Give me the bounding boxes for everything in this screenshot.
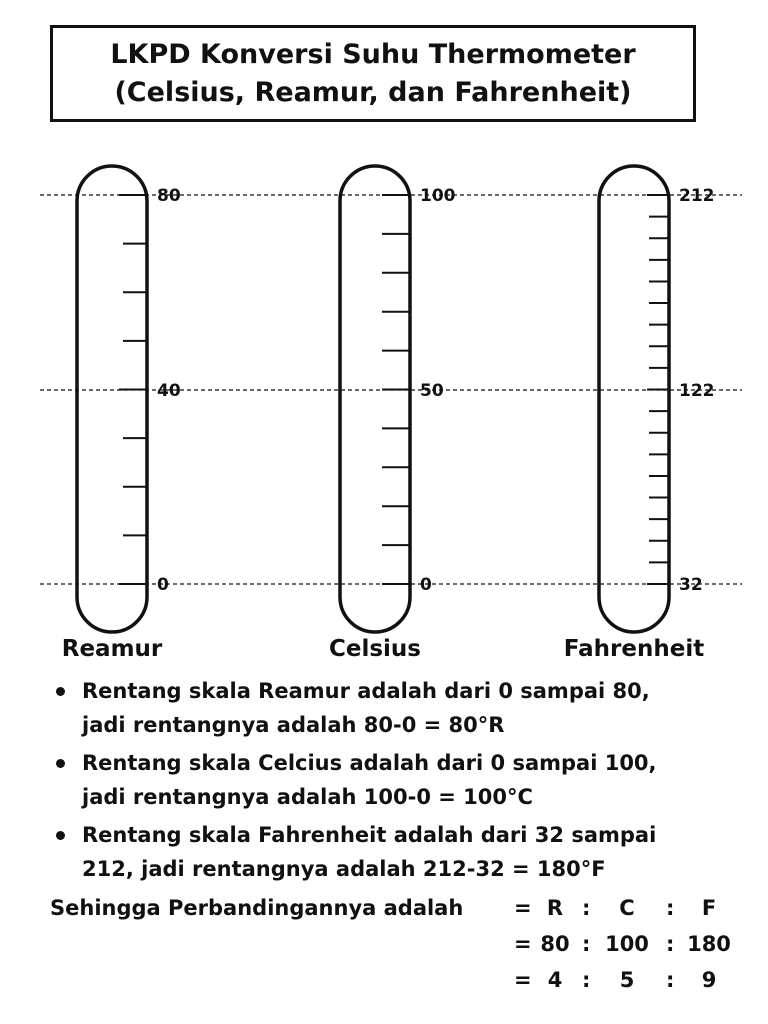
celsius-name: Celsius [329, 636, 421, 662]
ratio-equals: = [514, 932, 532, 956]
reamur-ticks [119, 195, 147, 584]
celsius-tube [340, 166, 410, 632]
fahrenheit-ticks [647, 195, 669, 584]
list-item-line: 212, jadi rentangnya adalah 212-32 = 180°F [82, 857, 606, 881]
reamur-name: Reamur [61, 636, 163, 662]
reamur-label-mid: 40 [157, 381, 181, 401]
list-item-line: Rentang skala Celcius adalah dari 0 sampai 100, [82, 751, 657, 775]
list-item-line: jadi rentangnya adalah 80-0 = 80°R [82, 713, 505, 737]
bullet-icon [56, 831, 65, 840]
ratio-simplified-r: 4 [547, 968, 563, 992]
celsius-ticks [382, 195, 410, 584]
list-item-line: jadi rentangnya adalah 100-0 = 100°C [82, 785, 533, 809]
list-item [52, 746, 752, 814]
ratio-label: Sehingga Perbandingannya adalah [50, 896, 464, 920]
ratio-colon: : [666, 932, 675, 956]
fahrenheit-label-mid: 122 [679, 381, 715, 401]
ratio-value-c: 100 [605, 932, 649, 956]
explanation-list [52, 674, 752, 890]
list-item [52, 674, 752, 742]
ratio-colon: : [582, 932, 591, 956]
ratio-equals: = [514, 968, 532, 992]
ratio-simplified-c: 5 [619, 968, 635, 992]
ratio-value-f: 180 [687, 932, 731, 956]
fahrenheit-label-top: 212 [679, 186, 715, 206]
list-item [52, 818, 752, 886]
ratio-c: C [619, 896, 635, 920]
ratio-colon: : [582, 896, 591, 920]
reamur-tube [77, 166, 147, 632]
celsius-label-top: 100 [420, 186, 456, 206]
ratio-r: R [546, 896, 564, 920]
ratio-colon: : [666, 968, 675, 992]
ratio-colon: : [666, 896, 675, 920]
title-line-2: (Celsius, Reamur, dan Fahrenheit) [114, 76, 632, 108]
fahrenheit-name: Fahrenheit [563, 636, 705, 662]
ratio-f: F [701, 896, 717, 920]
ratio-equals: = [514, 896, 532, 920]
ratio-value-r: 80 [540, 932, 570, 956]
reamur-label-bottom: 0 [157, 575, 169, 595]
list-item-line: Rentang skala Reamur adalah dari 0 sampai 80, [82, 679, 650, 703]
ratio-colon: : [582, 968, 591, 992]
bullet-icon [56, 759, 65, 768]
bullet-icon [56, 687, 65, 696]
list-item-line: Rentang skala Fahrenheit adalah dari 32 sampai [82, 823, 657, 847]
fahrenheit-label-bottom: 32 [679, 575, 703, 595]
ratio-simplified-f: 9 [701, 968, 717, 992]
reamur-label-top: 80 [157, 186, 181, 206]
celsius-label-mid: 50 [420, 381, 444, 401]
title-line-1: LKPD Konversi Suhu Thermometer [110, 38, 636, 70]
celsius-label-bottom: 0 [420, 575, 432, 595]
